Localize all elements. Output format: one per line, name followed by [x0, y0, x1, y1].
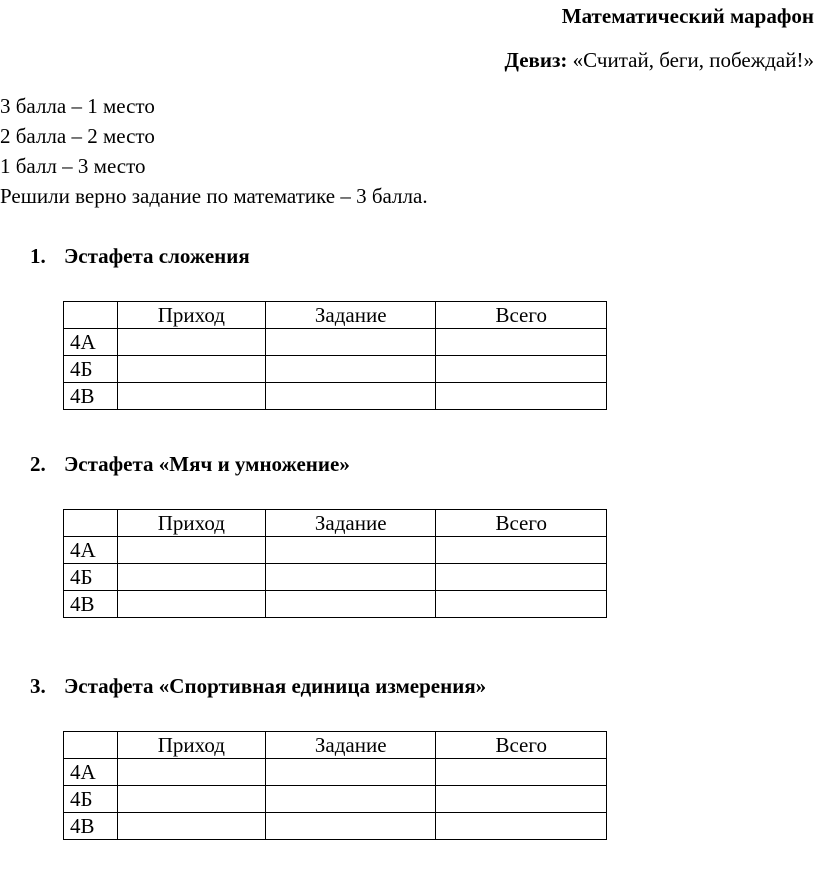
total-cell[interactable]: [436, 356, 607, 383]
section-3-table: [63, 731, 607, 840]
scoring-rule-first-place: 3 балла – 1 место: [0, 94, 155, 118]
arrival-cell[interactable]: [117, 813, 265, 840]
team-cell: 4А: [64, 537, 118, 564]
arrival-cell[interactable]: [117, 329, 265, 356]
motto-line: [505, 48, 814, 72]
total-cell[interactable]: [436, 591, 607, 618]
table-header-row: [64, 510, 607, 537]
arrival-cell[interactable]: [117, 537, 265, 564]
header-cell-task: Задание: [265, 732, 436, 759]
task-cell[interactable]: [265, 591, 436, 618]
total-cell[interactable]: [436, 564, 607, 591]
table-row: [64, 537, 607, 564]
team-cell: 4Б: [64, 564, 118, 591]
section-2-heading: [30, 452, 350, 476]
header-cell: [64, 510, 118, 537]
header-cell: [64, 732, 118, 759]
total-cell[interactable]: [436, 813, 607, 840]
table-row: [64, 786, 607, 813]
team-cell: 4В: [64, 813, 118, 840]
task-cell[interactable]: [265, 356, 436, 383]
header-cell: [64, 302, 118, 329]
scoring-rule-second-place: 2 балла – 2 место: [0, 124, 155, 148]
header-cell-total: Всего: [436, 732, 607, 759]
task-cell[interactable]: [265, 813, 436, 840]
motto-text: «Считай, беги, побеждай!»: [567, 48, 814, 72]
motto-label: Девиз:: [504, 48, 568, 72]
arrival-cell[interactable]: [117, 564, 265, 591]
scoring-rule-math-task: Решили верно задание по математике – 3 балла.: [0, 184, 428, 208]
header-cell-arrival: Приход: [117, 510, 265, 537]
header-cell-task: Задание: [265, 510, 436, 537]
table-row: [64, 564, 607, 591]
total-cell[interactable]: [436, 786, 607, 813]
team-cell: 4Б: [64, 786, 118, 813]
team-cell: 4А: [64, 329, 118, 356]
table-row: [64, 329, 607, 356]
arrival-cell[interactable]: [117, 759, 265, 786]
team-cell: 4А: [64, 759, 118, 786]
header-cell-arrival: Приход: [117, 732, 265, 759]
total-cell[interactable]: [436, 329, 607, 356]
section-3-title: Эстафета «Спортивная единица измерения»: [64, 674, 487, 698]
section-1-table: [63, 301, 607, 410]
scoring-rules: [0, 91, 428, 211]
section-1-heading: [30, 244, 250, 268]
total-cell[interactable]: [436, 383, 607, 410]
total-cell[interactable]: [436, 537, 607, 564]
arrival-cell[interactable]: [117, 786, 265, 813]
section-2-title: Эстафета «Мяч и умножение»: [64, 452, 350, 476]
arrival-cell[interactable]: [117, 356, 265, 383]
team-cell: 4В: [64, 591, 118, 618]
table-row: [64, 591, 607, 618]
team-cell: 4В: [64, 383, 118, 410]
document-title: Математический марафон: [561, 4, 814, 28]
section-1-title: Эстафета сложения: [64, 244, 250, 268]
section-2-number: 2.: [30, 452, 46, 476]
team-cell: 4Б: [64, 356, 118, 383]
section-2-table: [63, 509, 607, 618]
section-3-heading: [30, 674, 486, 698]
task-cell[interactable]: [265, 537, 436, 564]
arrival-cell[interactable]: [117, 591, 265, 618]
task-cell[interactable]: [265, 329, 436, 356]
task-cell[interactable]: [265, 786, 436, 813]
header-cell-arrival: Приход: [117, 302, 265, 329]
task-cell[interactable]: [265, 759, 436, 786]
total-cell[interactable]: [436, 759, 607, 786]
task-cell[interactable]: [265, 564, 436, 591]
header-cell-task: Задание: [265, 302, 436, 329]
header-cell-total: Всего: [436, 302, 607, 329]
section-1-number: 1.: [30, 244, 46, 268]
task-cell[interactable]: [265, 383, 436, 410]
table-row: [64, 383, 607, 410]
table-header-row: [64, 732, 607, 759]
table-row: [64, 759, 607, 786]
header-cell-total: Всего: [436, 510, 607, 537]
scoring-rule-third-place: 1 балл – 3 место: [0, 154, 146, 178]
arrival-cell[interactable]: [117, 383, 265, 410]
section-3-number: 3.: [30, 674, 46, 698]
table-row: [64, 356, 607, 383]
table-row: [64, 813, 607, 840]
table-header-row: [64, 302, 607, 329]
